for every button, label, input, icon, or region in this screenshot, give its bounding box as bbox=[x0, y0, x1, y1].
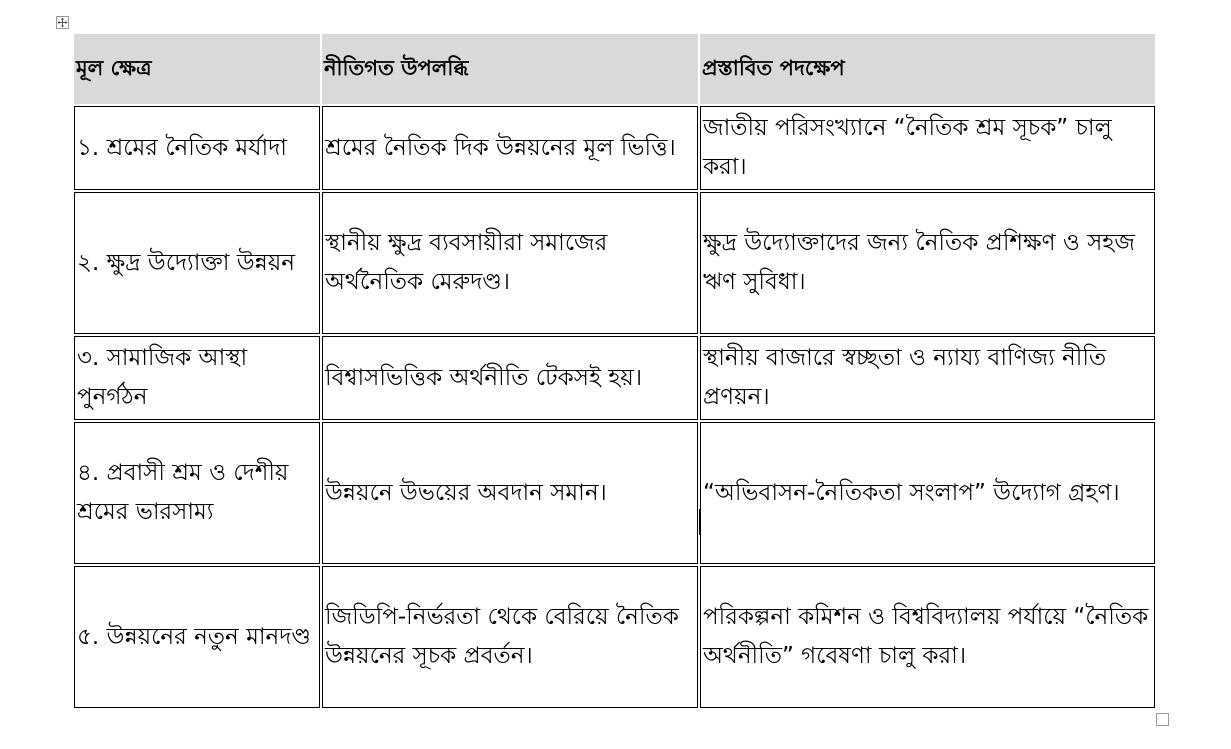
cell-policy-insight[interactable]: শ্রমের নৈতিক দিক উন্নয়নের মূল ভিত্তি। bbox=[322, 106, 698, 190]
policy-table bbox=[72, 32, 1157, 710]
cell-core-area[interactable]: ১. শ্রমের নৈতিক মর্যাদা bbox=[74, 106, 320, 190]
header-core-area[interactable]: মূল ক্ষেত্র bbox=[74, 34, 320, 104]
cell-core-area[interactable]: ৫. উন্নয়নের নতুন মানদণ্ড bbox=[74, 566, 320, 708]
table-header-row bbox=[74, 34, 1155, 104]
cell-core-area[interactable]: ২. ক্ষুদ্র উদ্যোক্তা উন্নয়ন bbox=[74, 192, 320, 334]
cell-proposed-action[interactable]: ক্ষুদ্র উদ্যোক্তাদের জন্য নৈতিক প্রশিক্ষণ ও সহজ ঋণ সুবিধা। bbox=[700, 192, 1155, 334]
cell-policy-insight[interactable]: জিডিপি-নির্ভরতা থেকে বেরিয়ে নৈতিক উন্নয়নের সূচক প্রবর্তন। bbox=[322, 566, 698, 708]
table-row bbox=[74, 336, 1155, 420]
table-row bbox=[74, 192, 1155, 334]
cell-core-area[interactable]: ৩. সামাজিক আস্থা পুনর্গঠন bbox=[74, 336, 320, 420]
header-policy-insight[interactable]: নীতিগত উপলব্ধি bbox=[322, 34, 698, 104]
table-row bbox=[74, 422, 1155, 564]
header-proposed-action[interactable]: প্রস্তাবিত পদক্ষেপ bbox=[700, 34, 1155, 104]
cell-proposed-action[interactable]: স্থানীয় বাজারে স্বচ্ছতা ও ন্যায্য বাণিজ্য নীতি প্রণয়ন। bbox=[700, 336, 1155, 420]
table-resize-icon[interactable] bbox=[1156, 713, 1169, 726]
text-cursor bbox=[699, 509, 700, 535]
cell-proposed-action[interactable]: জাতীয় পরিসংখ্যানে “নৈতিক শ্রম সূচক” চালু করা। bbox=[700, 106, 1155, 190]
cell-proposed-action[interactable]: পরিকল্পনা কমিশন ও বিশ্ববিদ্যালয় পর্যায়ে “নৈতিক অর্থনীতি” গবেষণা চালু করা। bbox=[700, 566, 1155, 708]
table-move-icon[interactable] bbox=[56, 16, 69, 29]
table-row bbox=[74, 106, 1155, 190]
cell-policy-insight[interactable]: বিশ্বাসভিত্তিক অর্থনীতি টেকসই হয়। bbox=[322, 336, 698, 420]
cell-policy-insight[interactable]: উন্নয়নে উভয়ের অবদান সমান। bbox=[322, 422, 698, 564]
cell-policy-insight[interactable]: স্থানীয় ক্ষুদ্র ব্যবসায়ীরা সমাজের অর্থনৈতিক মেরুদণ্ড। bbox=[322, 192, 698, 334]
cell-core-area[interactable]: ৪. প্রবাসী শ্রম ও দেশীয় শ্রমের ভারসাম্য bbox=[74, 422, 320, 564]
table-row bbox=[74, 566, 1155, 708]
cell-proposed-action[interactable]: “অভিবাসন-নৈতিকতা সংলাপ” উদ্যোগ গ্রহণ। bbox=[700, 422, 1155, 564]
